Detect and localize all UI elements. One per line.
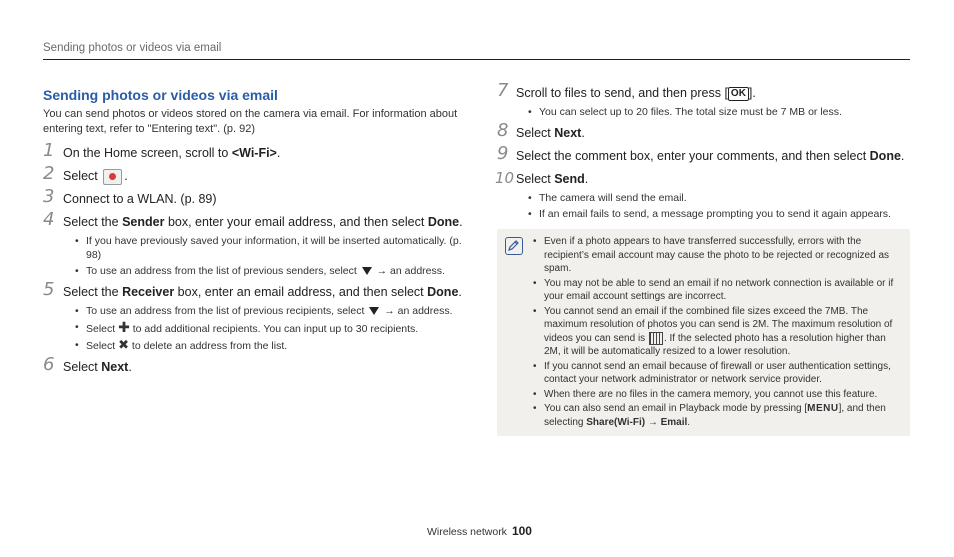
step-number: 7 <box>497 80 509 101</box>
list-item: • You can select up to 20 files. The total size must be 7 MB or less. <box>528 105 912 119</box>
email-app-icon <box>103 169 122 185</box>
step-5: 5 Select the Receiver box, enter an email address, and then select Done. • To use an address from the list of previous recipients, select → an address. • Select ✚ to add additional recipients. You can input up to 30 recipients. • Select ✖ to delete an address from the list. <box>43 284 463 353</box>
step-number: 10 <box>495 169 515 187</box>
step-8: 8 Select Next. <box>497 120 585 141</box>
list-item: • To use an address from the list of previous recipients, select → an address. <box>75 304 463 318</box>
step-number: 9 <box>497 143 509 164</box>
page-number: 100 <box>511 524 532 538</box>
list-item: • Select ✖ to delete an address from the list. <box>75 338 463 353</box>
step-number: 2 <box>43 163 55 184</box>
step-number: 3 <box>43 186 55 207</box>
menu-button-key: MENU <box>807 403 839 415</box>
delete-x-icon: ✖ <box>118 337 130 352</box>
step-number: 6 <box>43 354 55 375</box>
step-4: 4 Select the Sender box, enter your email address, and then select Done. • If you have previously saved your information, it will be inserted automatically. (p. 98) • To use an address from the list of previous senders, select → an address. <box>43 214 463 278</box>
right-column <box>495 80 912 436</box>
step-2: 2 Select . <box>43 163 128 184</box>
list-item: • You can also send an email in Playback mode by pressing [MENU], and then selecting Share(Wi-Fi) → Email. <box>533 402 900 429</box>
ok-button-key: OK <box>728 87 749 101</box>
step-10: 10 Select Send. • The camera will send the email. • If an email fails to send, a message prompting you to send it again appears. <box>497 171 912 221</box>
list-item: • If you have previously saved your information, it will be inserted automatically. (p. 98) <box>75 234 463 262</box>
step-number: 5 <box>43 279 55 300</box>
step-1: 1 On the Home screen, scroll to <Wi-Fi>. <box>43 140 281 161</box>
step-10-bullets <box>516 191 912 221</box>
step-7: 7 Scroll to files to send, and then press [ OK ]. • You can select up to 20 files. The total size must be 7 MB or less. <box>497 85 912 119</box>
page-footer <box>427 524 532 538</box>
video-resolution-icon <box>649 332 663 345</box>
step-6: 6 Select Next. <box>43 354 132 375</box>
list-item: • When there are no files in the camera memory, you cannot use this feature. <box>533 388 900 402</box>
triangle-down-icon <box>362 267 372 275</box>
list-item: • To use an address from the list of previous senders, select → an address. <box>75 264 463 278</box>
list-item: • If you cannot send an email because of firewall or user authentication settings, contact your network administrator or network service provider. <box>533 360 900 387</box>
running-header: Sending photos or videos via email <box>43 42 222 54</box>
plus-icon: ✚ <box>118 319 130 335</box>
list-item: • Even if a photo appears to have transferred successfully, errors with the recipient’s email account may cause the photo to be rejected or recognized as spam. <box>533 235 900 276</box>
triangle-down-icon <box>369 307 379 315</box>
step-number: 8 <box>497 120 509 141</box>
step-number: 4 <box>43 209 55 230</box>
note-pencil-icon <box>505 237 523 255</box>
step-5-bullets <box>63 304 463 353</box>
list-item: • The camera will send the email. <box>528 191 912 205</box>
step-9: 9 Select the comment box, enter your comments, and then select Done. <box>497 143 905 164</box>
intro-text: You can send photos or videos stored on the camera via email. For information about entering text, refer to "Entering text". (p. 92) <box>43 108 458 135</box>
note-bullets <box>533 235 900 429</box>
section-title: Sending photos or videos via email <box>43 87 278 103</box>
list-item: • You may not be able to send an email if no network connection is available or if your email account settings are incorrect. <box>533 277 900 304</box>
step-number: 1 <box>43 140 55 161</box>
footer-section: Wireless network <box>427 526 507 538</box>
list-item: • If an email fails to send, a message prompting you to send it again appears. <box>528 207 912 221</box>
header-rule <box>43 59 910 60</box>
left-column <box>43 87 463 382</box>
list-item: • You cannot send an email if the combined file sizes exceed the 7MB. The maximum resolution of photos you can send is 2M. The maximum resolution of videos you can send is . If the selected photo has a resolution higher than 2M, it will be automatically resized to a lower resolution. <box>533 305 900 359</box>
step-3: 3 Connect to a WLAN. (p. 89) <box>43 186 217 207</box>
list-item: • Select ✚ to add additional recipients. You can input up to 30 recipients. <box>75 320 463 336</box>
step-7-bullets <box>516 105 912 119</box>
step-4-bullets <box>63 234 463 278</box>
note-box <box>497 229 910 436</box>
